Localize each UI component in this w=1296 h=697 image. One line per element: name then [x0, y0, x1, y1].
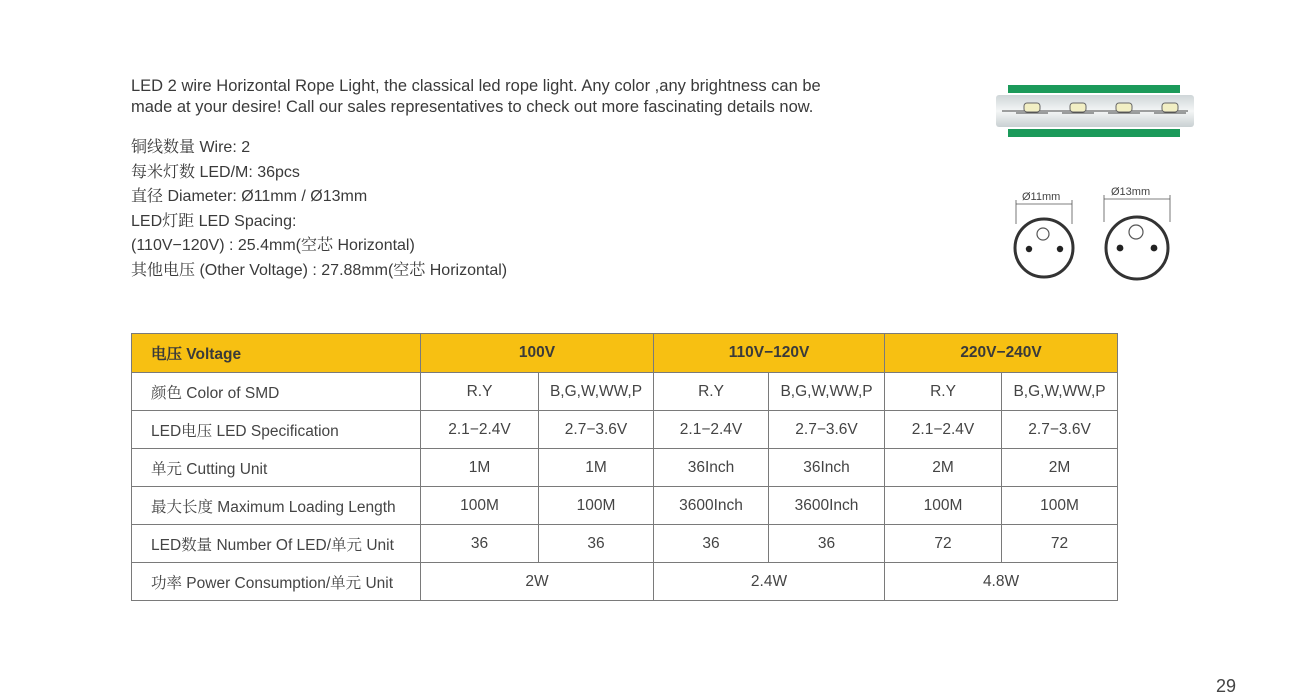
table-cell: 100M [885, 487, 1002, 525]
table-cell: 2.1−2.4V [654, 411, 769, 449]
table-cell: 36 [539, 525, 654, 563]
intro-paragraph [131, 76, 891, 118]
spec-diameter: 直径 Diameter: Ø11mm / Ø13mm [131, 188, 368, 206]
table-cell: 2.7−3.6V [539, 411, 654, 449]
table-cell: 36Inch [654, 449, 769, 487]
intro-line-1: LED 2 wire Horizontal Rope Light, the classical led rope light. Any color ,any brightness can be [131, 77, 821, 95]
spec-spacing-110v: (110V−120V) : 25.4mm(空芯 Horizontal) [131, 237, 415, 255]
table-cell: 2M [1002, 449, 1118, 487]
table-cell: 2.1−2.4V [885, 411, 1002, 449]
spec-list [131, 136, 651, 284]
header-220-240v: 220V−240V [885, 334, 1118, 373]
table-cell: R.Y [421, 373, 539, 411]
table-cell: 2W [421, 563, 654, 601]
rope-bottom-wire [1008, 129, 1180, 137]
table-cell: 1M [539, 449, 654, 487]
table-row-led-spec [132, 411, 1118, 449]
header-voltage-label: 电压 Voltage [132, 334, 421, 373]
table-cell: 36 [654, 525, 769, 563]
table-cell: 2.7−3.6V [769, 411, 885, 449]
table-cell: B,G,W,WW,P [539, 373, 654, 411]
row-label: 单元 Cutting Unit [132, 449, 421, 487]
page-number: 29 [1216, 676, 1237, 696]
row-label: 最大长度 Maximum Loading Length [132, 487, 421, 525]
table-cell: 100M [1002, 487, 1118, 525]
label-13mm: Ø13mm [1111, 186, 1151, 198]
table-row-color [132, 373, 1118, 411]
table-cell: 72 [885, 525, 1002, 563]
table-cell: 100M [421, 487, 539, 525]
table-cell: 1M [421, 449, 539, 487]
row-label: LED电压 LED Specification [132, 411, 421, 449]
header-100v: 100V [421, 334, 654, 373]
table-header-row [132, 334, 1118, 373]
table-cell: 2.4W [654, 563, 885, 601]
table-cell: 2.7−3.6V [1002, 411, 1118, 449]
row-label: 功率 Power Consumption/单元 Unit [132, 563, 421, 601]
label-11mm: Ø11mm [1022, 191, 1061, 203]
table-cell: R.Y [654, 373, 769, 411]
row-label: LED数量 Number Of LED/单元 Unit [132, 525, 421, 563]
table-cell: 36Inch [769, 449, 885, 487]
spec-led-spacing: LED灯距 LED Spacing: [131, 212, 297, 230]
spec-led-per-meter: 每米灯数 LED/M: 36pcs [131, 163, 300, 181]
intro-line-2: made at your desire! Call our sales representatives to check out more fascinating details now. [131, 98, 814, 116]
table-cell: 36 [421, 525, 539, 563]
table-cell: 2M [885, 449, 1002, 487]
spec-wire: 铜线数量 Wire: 2 [131, 139, 251, 156]
table-cell: 3600Inch [654, 487, 769, 525]
table-cell: 36 [769, 525, 885, 563]
spec-table [131, 333, 1118, 601]
table-cell: R.Y [885, 373, 1002, 411]
spec-spacing-other: 其他电压 (Other Voltage) : 27.88mm(空芯 Horizontal) [131, 261, 508, 279]
table-cell: 4.8W [885, 563, 1118, 601]
rope-top-wire [1008, 85, 1180, 93]
cross-section-diagram [1004, 180, 1184, 286]
table-row-cutting-unit [132, 449, 1118, 487]
table-row-led-count [132, 525, 1118, 563]
table-cell: 100M [539, 487, 654, 525]
table-row-max-length [132, 487, 1118, 525]
table-cell: 3600Inch [769, 487, 885, 525]
header-110-120v: 110V−120V [654, 334, 885, 373]
rope-light-image [996, 83, 1194, 141]
table-cell: 72 [1002, 525, 1118, 563]
row-label: 颜色 Color of SMD [132, 373, 421, 411]
table-row-power [132, 563, 1118, 601]
table-cell: B,G,W,WW,P [1002, 373, 1118, 411]
table-cell: B,G,W,WW,P [769, 373, 885, 411]
table-cell: 2.1−2.4V [421, 411, 539, 449]
